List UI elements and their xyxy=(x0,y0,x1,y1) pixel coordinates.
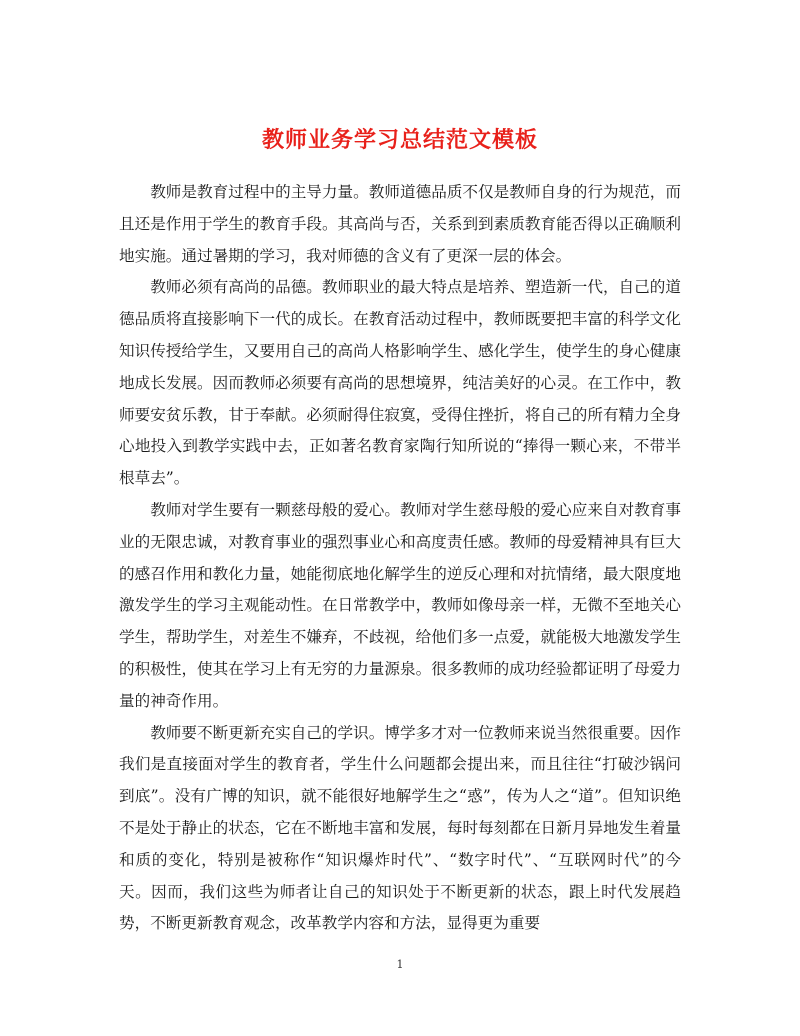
document-title: 教师业务学习总结范文模板 xyxy=(261,126,538,153)
page-number: 1 xyxy=(396,958,404,971)
document-body xyxy=(119,177,681,940)
paragraph-3: 教师对学生要有一颗慈母般的爱心。教师对学生慈母般的爱心应来自对教育事业的无限忠诚，对教育事业的强烈事业心和高度责任感。教师的母爱精神具有巨大的感召作用和教化力量，她能彻底地化解学生的逆反心理和对抗情绪，最大限度地激发学生的学习主观能动性。在日常教学中，教师如像母亲一样，无微不至地关心学生，帮助学生，对差生不嫌弃，不歧视，给他们多一点爱，就能极大地激发学生的积极性，使其在学习上有无穷的力量源泉。很多教师的成功经验都证明了母爱力量的神奇作用。 xyxy=(119,500,681,710)
paragraph-1: 教师是教育过程中的主导力量。教师道德品质不仅是教师自身的行为规范，而且还是作用于学生的教育手段。其高尚与否，关系到到素质教育能否得以正确顺利地实施。通过暑期的学习，我对师德的含义有了更深一层的体会。 xyxy=(119,183,681,265)
paragraph-2: 教师必须有高尚的品德。教师职业的最大特点是培养、塑造新一代，自己的道德品质将直接影响下一代的成长。在教育活动过程中，教师既要把丰富的科学文化知识传授给学生，又要用自己的高尚人格影响学生、感化学生，使学生的身心健康地成长发展。因而教师必须要有高尚的思想境界，纯洁美好的心灵。在工作中，教师要安贫乐教，甘于奉献。必须耐得住寂寞，受得住挫折，将自己的所有精力全身心地投入到教学实践中去，正如著名教育家陶行知所说的“捧得一颗心来，不带半根草去”。 xyxy=(119,278,681,488)
paragraph-4: 教师要不断更新充实自己的学识。博学多才对一位教师来说当然很重要。因作我们是直接面对学生的教育者，学生什么问题都会提出来，而且往往“打破沙锅问到底”。没有广博的知识，就不能很好地解学生之“惑”，传为人之“道”。但知识绝不是处于静止的状态，它在不断地丰富和发展，每时每刻都在日新月异地发生着量和质的变化，特别是被称作“知识爆炸时代”、“数字时代”、“互联网时代”的今天。因而，我们这些为师者让自己的知识处于不断更新的状态，跟上时代发展趋势，不断更新教育观念，改革教学内容和方法，显得更为重要 xyxy=(119,723,681,933)
